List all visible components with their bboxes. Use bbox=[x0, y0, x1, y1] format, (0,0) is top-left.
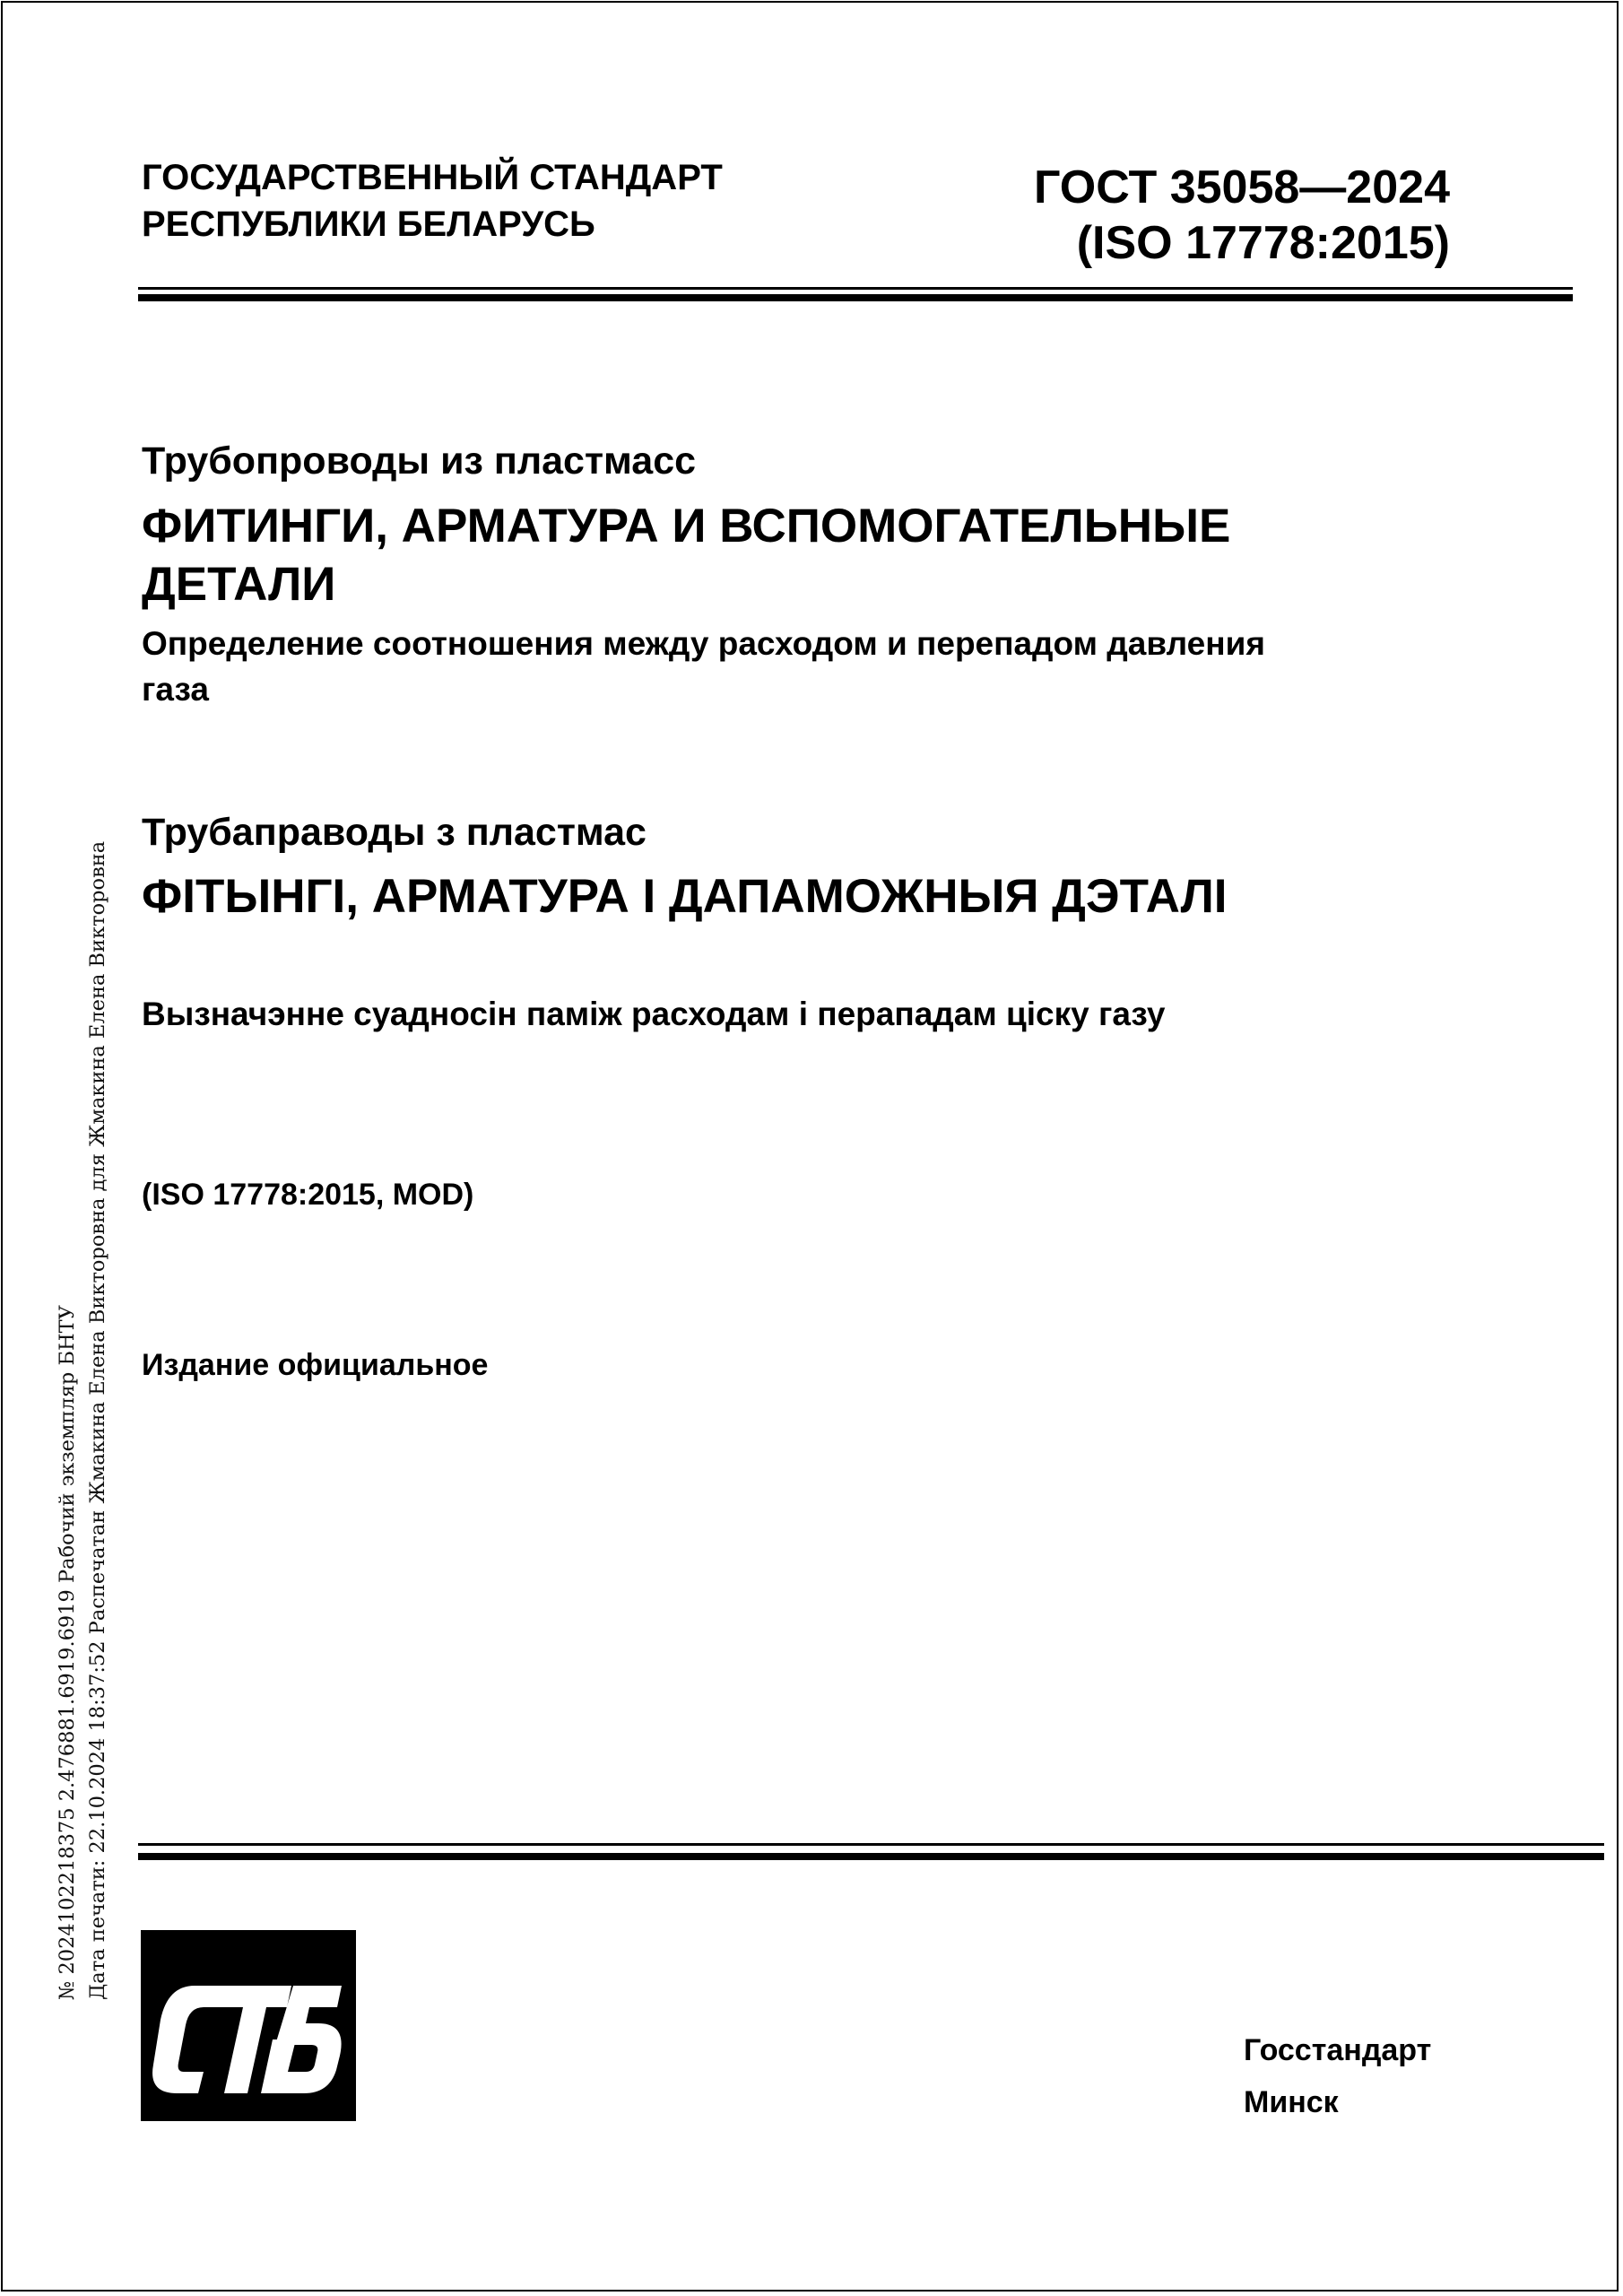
issuer-line-1: ГОСУДАРСТВЕННЫЙ СТАНДАРТ bbox=[142, 158, 723, 197]
print-stamp-line-1: № 2024102218375 2.476881.6919.6919 Рабочий экземпляр БНТУ bbox=[56, 1305, 79, 2000]
stb-logo-icon bbox=[141, 1930, 356, 2121]
publisher-name: Госстандарт bbox=[1244, 2033, 1432, 2067]
standard-designation bbox=[1034, 160, 1450, 271]
title-ru-group: Трубопроводы из пластмасс bbox=[142, 439, 697, 483]
issuer-line-2: РЕСПУБЛИКИ БЕЛАРУСЬ bbox=[142, 204, 595, 244]
header-rule-thin bbox=[138, 287, 1573, 290]
modification-note: (ISO 17778:2015, MOD) bbox=[142, 1178, 474, 1212]
title-ru-sub: Определение соотношения между расходом и перепадом давления газа bbox=[142, 625, 1265, 708]
issuer-block bbox=[142, 154, 723, 248]
publisher-block bbox=[1244, 2024, 1431, 2128]
edition-note: Издание официальное bbox=[142, 1348, 489, 1382]
publisher-city: Минск bbox=[1244, 2085, 1339, 2119]
footer-rule-thin bbox=[138, 1843, 1604, 1846]
title-by-sub: Вызначэнне суадносін паміж расходам і перападам ціску газу bbox=[142, 996, 1166, 1032]
footer-rule-thick bbox=[138, 1853, 1604, 1860]
print-stamp-line-2: Дата печати: 22.10.2024 18:37:52 Распечатан Жмакина Елена Викторовна для Жмакина Елена Викторовна bbox=[86, 840, 109, 2000]
standard-number: ГОСТ 35058—2024 bbox=[1034, 161, 1450, 213]
title-by-group: Трубаправоды з пластмас bbox=[142, 811, 647, 854]
header-rule-thick bbox=[138, 294, 1573, 301]
iso-reference: (ISO 17778:2015) bbox=[1076, 217, 1450, 269]
print-stamp bbox=[52, 841, 113, 2000]
title-ru-main: ФИТИНГИ, АРМАТУРА И ВСПОМОГАТЕЛЬНЫЕ ДЕТАЛИ bbox=[142, 500, 1231, 611]
title-by-main: ФІТЫНГІ, АРМАТУРА І ДАПАМОЖНЫЯ ДЭТАЛІ bbox=[142, 870, 1228, 923]
stb-logo bbox=[141, 1930, 356, 2121]
